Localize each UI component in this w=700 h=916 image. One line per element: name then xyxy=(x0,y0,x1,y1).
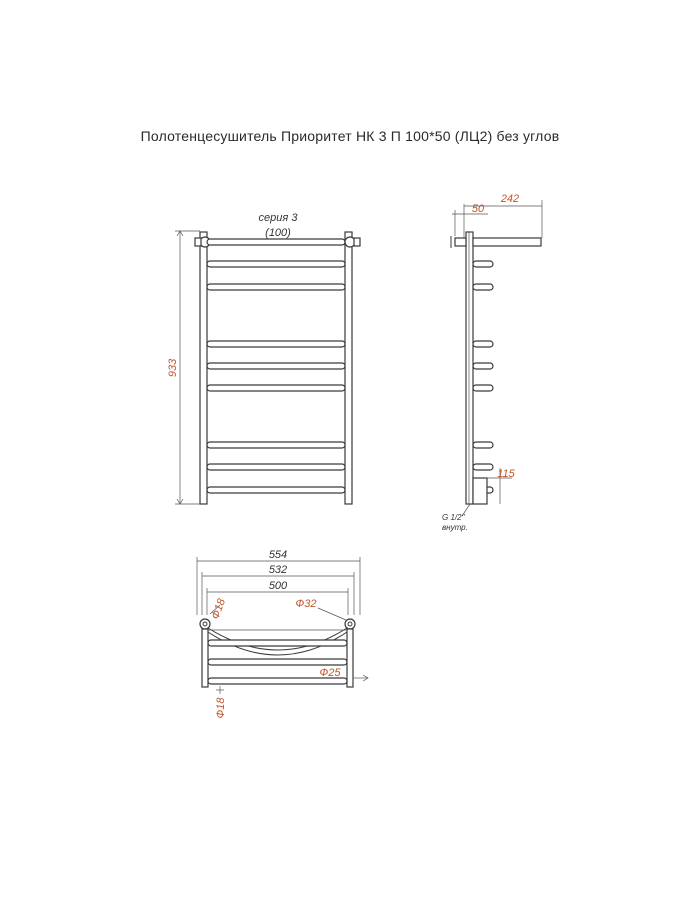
rung-stub xyxy=(473,341,493,347)
height-dimension: 933 xyxy=(167,358,179,378)
top-right-mount xyxy=(345,619,355,629)
thread-sub-label: внутр. xyxy=(442,523,468,532)
dimension-242: 242 xyxy=(500,193,520,205)
top-left-mount xyxy=(200,619,210,629)
drawing-title: Полотенцесушитель Приоритет НК 3 П 100*50 (ЛЦ2) без углов xyxy=(140,128,560,144)
rung xyxy=(207,442,345,448)
right-top-nut xyxy=(354,238,360,246)
left-post xyxy=(200,232,207,504)
rung-stub xyxy=(473,442,493,448)
rung xyxy=(207,464,345,470)
wall-mount xyxy=(455,238,466,246)
dimension-500: 500 xyxy=(268,580,288,592)
dimension-554: 554 xyxy=(268,549,288,561)
rung xyxy=(207,363,345,369)
diameter-18-top: Ф18 xyxy=(209,597,228,622)
rung-stub xyxy=(473,464,493,470)
rung-stub xyxy=(473,261,493,267)
top-rung xyxy=(208,659,347,665)
rung-stub xyxy=(473,363,493,369)
top-left-post xyxy=(202,629,208,687)
rung-stub xyxy=(473,385,493,391)
front-view xyxy=(167,212,360,504)
dimension-115: 115 xyxy=(497,468,515,480)
rung xyxy=(207,239,345,245)
bottom-connector xyxy=(473,478,487,504)
right-post xyxy=(345,232,352,504)
side-shelf xyxy=(473,238,541,246)
side-view xyxy=(442,193,542,532)
thread-label: G 1/2" xyxy=(442,513,465,522)
rung-stub xyxy=(473,284,493,290)
series-label: серия 3 xyxy=(258,212,298,224)
rung xyxy=(207,487,345,493)
rung xyxy=(207,385,345,391)
diameter-32: Ф32 xyxy=(295,598,317,610)
top-view xyxy=(197,549,368,718)
top-right-post xyxy=(347,629,353,687)
side-rung-stubs xyxy=(473,261,493,493)
series-sub-label: (100) xyxy=(265,227,291,239)
diameter-18-bottom: Ф18 xyxy=(215,697,227,719)
diameter-25: Ф25 xyxy=(319,667,341,679)
rung xyxy=(207,341,345,347)
dimension-532: 532 xyxy=(268,564,288,576)
rung xyxy=(207,284,345,290)
front-rungs xyxy=(207,239,345,493)
dimension-50: 50 xyxy=(471,203,485,215)
rung xyxy=(207,261,345,267)
side-post xyxy=(466,232,473,504)
left-top-nut xyxy=(195,238,201,246)
top-rung xyxy=(208,640,347,646)
